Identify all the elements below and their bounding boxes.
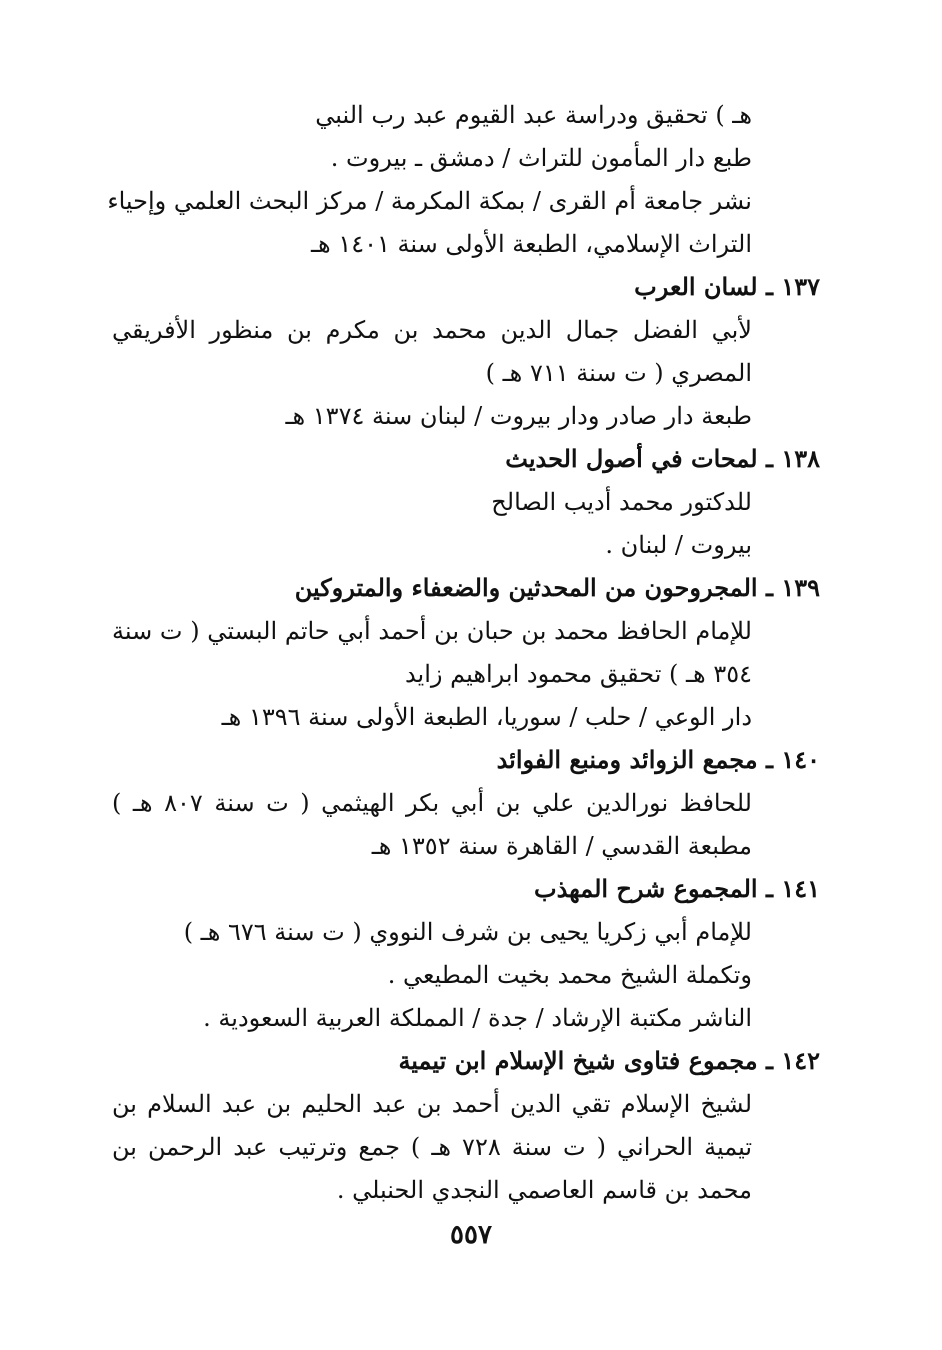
entry-line: للدكتور محمد أديب الصالح <box>491 488 752 516</box>
entry-number: ١٣٩ ـ <box>765 573 820 602</box>
entry-heading <box>120 438 820 480</box>
entry-title: المجروحون من المحدثين والضعفاء والمتروكين <box>294 573 758 602</box>
entry-heading <box>120 266 820 308</box>
entry-number: ١٤٢ ـ <box>765 1046 820 1075</box>
entry-line: لشيخ الإسلام تقي الدين أحمد بن عبد الحليم بن عبد السلام بن <box>112 1090 752 1118</box>
entry-line: للإمام الحافظ محمد بن حبان بن أحمد أبي حاتم البستي ( ت سنة <box>112 617 752 645</box>
intro-line: هـ ) تحقيق ودراسة عبد القيوم عبد رب النبي <box>315 101 752 129</box>
intro-line: طبع دار المأمون للتراث / دمشق ـ بيروت . <box>330 144 752 172</box>
entry-title: مجمع الزوائد ومنبع الفوائد <box>496 745 758 774</box>
entry-title: لمحات في أصول الحديث <box>505 444 758 473</box>
entry-line: الناشر مكتبة الإرشاد / جدة / المملكة العربية السعودية . <box>203 1004 752 1032</box>
entry-line: بيروت / لبنان . <box>605 531 752 559</box>
entry-heading <box>120 1040 820 1082</box>
entry-line: المصري ( ت سنة ٧١١ هـ ) <box>485 359 752 387</box>
entry-title: مجموع فتاوى شيخ الإسلام ابن تيمية <box>398 1046 758 1075</box>
entry-line: للإمام أبي زكريا يحيى بن شرف النووي ( ت سنة ٦٧٦ هـ ) <box>183 918 752 946</box>
entry-number: ١٣٨ ـ <box>765 444 820 473</box>
entry-line: طبعة دار صادر ودار بيروت / لبنان سنة ١٣٧٤ هـ <box>285 402 752 430</box>
entry-number: ١٣٧ ـ <box>765 272 820 301</box>
entry-number: ١٤٠ ـ <box>765 745 820 774</box>
entry-line: محمد بن قاسم العاصمي النجدي الحنبلي . <box>336 1176 752 1204</box>
entry-line: وتكملة الشيخ محمد بخيت المطيعي . <box>387 961 752 989</box>
entry-heading <box>120 567 820 609</box>
intro-line: التراث الإسلامي، الطبعة الأولى سنة ١٤٠١ هـ <box>311 230 752 258</box>
entry-heading <box>120 868 820 910</box>
entry-title: المجموع شرح المهذب <box>533 874 758 903</box>
entry-line: ٣٥٤ هـ ) تحقيق محمود ابراهيم زايد <box>404 660 752 688</box>
entry-heading <box>120 739 820 781</box>
entry-number: ١٤١ ـ <box>765 874 820 903</box>
intro-line: نشر جامعة أم القرى / بمكة المكرمة / مركز البحث العلمي وإحياء <box>107 187 752 215</box>
entry-line: مطبعة القدسي / القاهرة سنة ١٣٥٢ هـ <box>371 832 752 860</box>
entry-line: تيمية الحراني ( ت سنة ٧٢٨ هـ ) جمع وترتيب عبد الرحمن بن <box>112 1133 753 1161</box>
entry-line: لأبي الفضل جمال الدين محمد بن مكرم بن منظور الأفريقي <box>112 316 752 344</box>
page-number: ٥٥٧ <box>450 1220 492 1250</box>
entry-line: دار الوعي / حلب / سوريا، الطبعة الأولى سنة ١٣٩٦ هـ <box>221 703 752 731</box>
entry-line: للحافظ نورالدين علي بن أبي بكر الهيثمي ( ت سنة ٨٠٧ هـ ) <box>112 789 752 817</box>
entry-title: لسان العرب <box>634 272 758 301</box>
